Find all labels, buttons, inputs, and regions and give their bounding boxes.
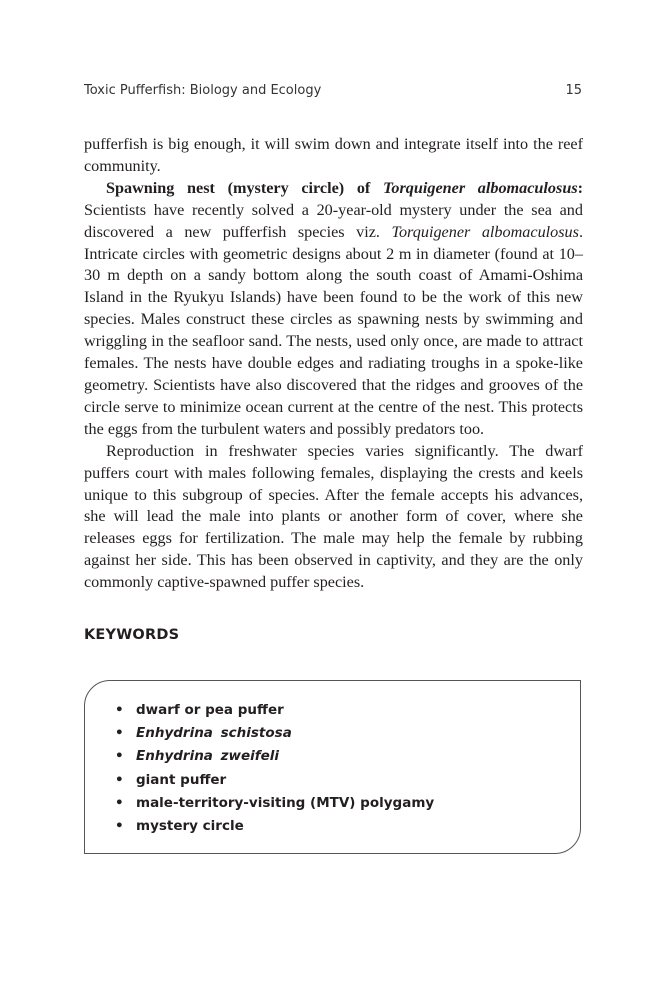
paragraph-text-after-species: . Intricate circles with geometric designs about 2 m in diameter (found at 10–30 m depth on a sandy bottom along the south coast of Amami-Oshima Island in the Ryukyu Islands) have been found to be the work of this new species. Males construct these circles as spawning nests by swimming and wriggling in the seafloor sand. The nests, used only once, are made to attract females. The nests have double edges and radiating troughs in a spoke-like geometry. Scientists have also discovered that the ridges and grooves of the circle serve to minimize ocean current at the centre of the nest. This protects the eggs from the turbulent waters and possibly predators too.: [84, 222, 583, 438]
bullet-icon: •: [115, 748, 124, 765]
keyword-item: [115, 769, 434, 792]
run-in-heading: [106, 179, 583, 197]
keyword-item: [115, 699, 434, 722]
body-text: [84, 134, 583, 594]
keyword-text: mystery circle: [136, 817, 244, 834]
paragraph-continuation: pufferfish is big enough, it will swim down and integrate itself into the reef community.: [84, 135, 583, 175]
bullet-icon: •: [115, 702, 124, 718]
bullet-icon: •: [115, 794, 124, 811]
species-name-inline: Torquigener albomaculosus: [391, 222, 579, 241]
run-in-heading-prefix: Spawning nest (mystery circle) of: [106, 178, 383, 197]
keywords-box: [84, 680, 581, 854]
keyword-text: Enhydrina zweifeli: [136, 748, 280, 765]
keyword-item: [115, 722, 434, 745]
run-in-heading-colon: :: [577, 178, 584, 197]
keyword-item: [115, 792, 434, 815]
run-in-heading-species: Torquigener albomaculosus: [382, 178, 578, 197]
keyword-item: [115, 745, 434, 768]
keywords-list: [115, 699, 434, 838]
keyword-text: dwarf or pea puffer: [136, 702, 284, 718]
bullet-icon: •: [115, 771, 124, 788]
bullet-icon: •: [115, 817, 124, 834]
bullet-icon: •: [115, 725, 124, 742]
keywords-heading: KEYWORDS: [84, 627, 180, 643]
paragraph-reproduction: Reproduction in freshwater species varies significantly. The dwarf puffers court with males following females, displaying the crests and keels unique to this subgroup of species. After the female accepts his advances, she will lead the male into plants or another form of cover, where she releases eggs for fertilization. The male may help the female by rubbing against her side. This has been observed in captivity, and they are the only commonly captive-spawned puffer species.: [84, 441, 583, 592]
keyword-item: [115, 815, 434, 838]
paragraph-spawning-nest: [84, 178, 583, 441]
keyword-text: male-territory-visiting (MTV) polygamy: [136, 794, 435, 811]
running-title: Toxic Pufferfish: Biology and Ecology: [84, 83, 322, 98]
page-number: 15: [565, 83, 582, 98]
paragraph-text-before-species: Scientists have recently solved a 20-year-old mystery under the sea and discovered a new pufferfish species viz.: [84, 200, 583, 241]
keyword-text: giant puffer: [136, 771, 227, 788]
running-header: [84, 83, 582, 103]
keyword-text: Enhydrina schistosa: [136, 725, 292, 742]
